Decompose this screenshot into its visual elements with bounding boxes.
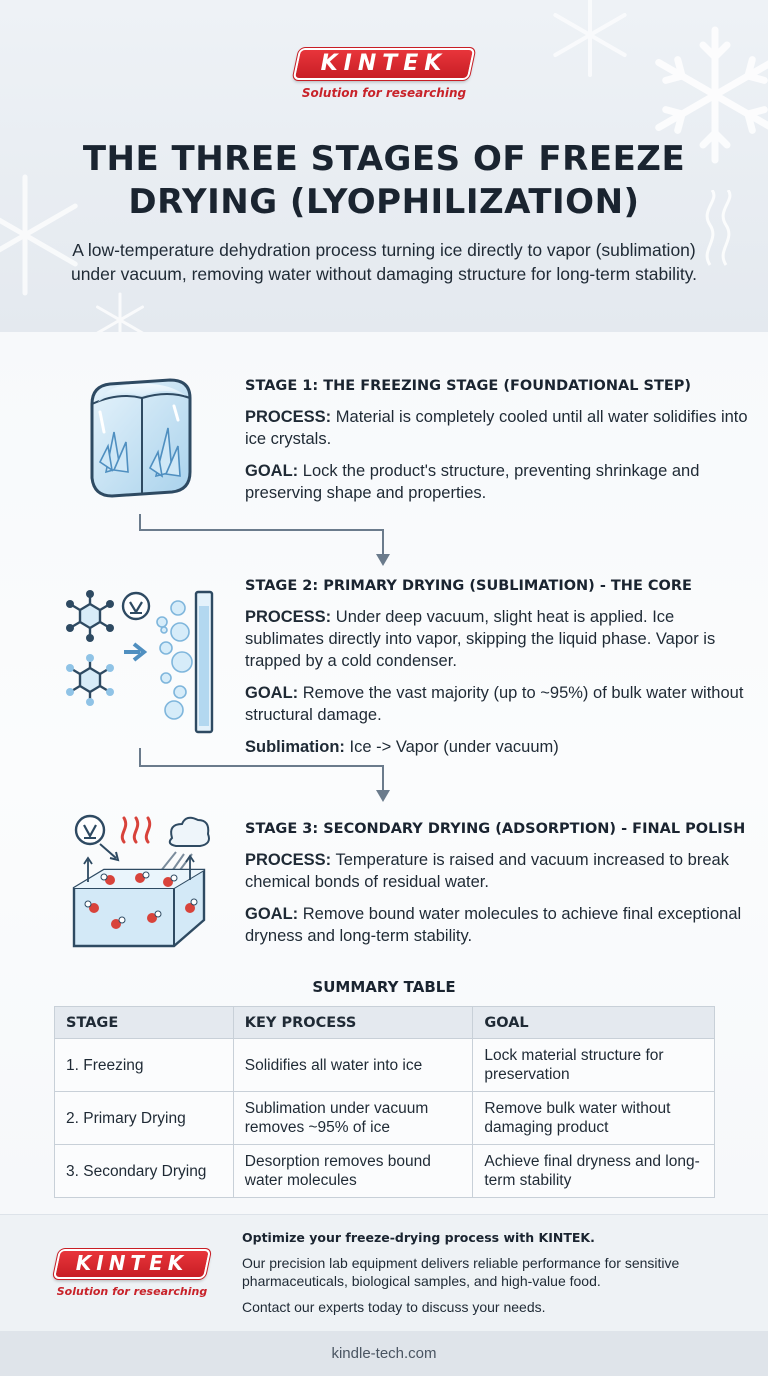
table-row [55,1145,715,1198]
logo-tagline: Solution for researching [56,1285,208,1298]
stage-3-title: STAGE 3: SECONDARY DRYING (ADSORPTION) - FINAL POLISH [245,821,746,837]
cta-body: Our precision lab equipment delivers reliable performance for sensitive pharmaceuticals, biological samples, and high-value food. [242,1255,680,1289]
goal-text: Remove the vast majority (up to ~95%) of bulk water without structural damage. [245,684,744,724]
logo-wordmark: KINTEK [320,51,448,76]
flow-connector-arrow [130,512,395,568]
process-text: Temperature is raised and vacuum increased to break chemical bonds of residual water. [245,851,729,891]
goal-label: GOAL: [245,462,299,480]
logo-wordmark: KINTEK [75,1251,189,1275]
sublimation-text: Ice -> Vapor (under vacuum) [349,738,559,756]
desorption-icon [64,808,214,954]
goal-text: Lock the product's structure, preventing shrinkage and preserving shape and properties. [245,462,700,502]
kintek-logo[interactable] [52,1249,212,1301]
table-cell: 1. Freezing [55,1039,234,1092]
cta-section [0,1214,768,1331]
table-row [55,1039,715,1092]
intro-text: A low-temperature dehydration process turning ice directly to vapor (sublimation) under vacuum, removing water without damaging structure for long-term stability. [70,240,698,284]
page-title: THE THREE STAGES OF FREEZE DRYING (LYOPHILIZATION) [82,139,686,222]
process-text: Material is completely cooled until all water solidifies into ice crystals. [245,408,748,448]
stage-3 [245,821,750,957]
column-header: GOAL [473,1007,715,1039]
kintek-logo[interactable] [292,48,476,104]
goal-text: Remove bound water molecules to achieve final exceptional dryness and long-term stability. [245,905,742,945]
snowflake-icon [545,0,635,80]
table-cell: 2. Primary Drying [55,1092,234,1145]
cta-heading: Optimize your freeze-drying process with KINTEK. [242,1230,595,1245]
cta-contact[interactable]: Contact our experts today to discuss your needs. [242,1299,546,1315]
stage-3-goal [245,903,750,947]
summary-table [54,1006,715,1198]
table-cell: 3. Secondary Drying [55,1145,234,1198]
column-header: KEY PROCESS [233,1007,473,1039]
stage-1-title: STAGE 1: THE FREEZING STAGE (FOUNDATIONAL STEP) [245,378,692,394]
table-cell: Lock material structure for preservation [473,1039,715,1092]
table-row [55,1092,715,1145]
table-cell: Remove bulk water without damaging product [473,1092,715,1145]
summary-table-title: SUMMARY TABLE [312,978,456,996]
sublimation-icon [62,586,222,736]
process-label: PROCESS: [245,851,332,869]
stage-1-goal [245,460,750,504]
column-header: STAGE [55,1007,234,1039]
website-link[interactable]: kindle-tech.com [0,1331,768,1376]
stage-1-process [245,406,750,450]
stage-2-title: STAGE 2: PRIMARY DRYING (SUBLIMATION) - THE CORE [245,578,692,594]
table-cell: Desorption removes bound water molecules [233,1145,473,1198]
process-label: PROCESS: [245,608,332,626]
table-cell: Achieve final dryness and long-term stability [473,1145,715,1198]
process-text: Under deep vacuum, slight heat is applied. Ice sublimates directly into vapor, skipping the liquid phase. Vapor is trapped by a cold condenser. [245,608,716,670]
stage-2-goal [245,682,750,726]
logo-tagline: Solution for researching [301,86,467,100]
goal-label: GOAL: [245,684,299,702]
goal-label: GOAL: [245,905,299,923]
cta-text [242,1230,742,1324]
table-cell: Solidifies all water into ice [233,1039,473,1092]
table-header-row [55,1007,715,1039]
snowflake-icon [90,290,150,332]
stage-3-process [245,849,750,893]
stage-2 [245,578,750,768]
flow-connector-arrow [130,746,395,804]
stage-1 [245,378,750,514]
process-label: PROCESS: [245,408,332,426]
sublimation-label: Sublimation: [245,738,345,756]
ice-cube-icon [78,372,202,500]
header-banner [0,0,768,332]
stage-2-process [245,606,750,672]
table-cell: Sublimation under vacuum removes ~95% of ice [233,1092,473,1145]
